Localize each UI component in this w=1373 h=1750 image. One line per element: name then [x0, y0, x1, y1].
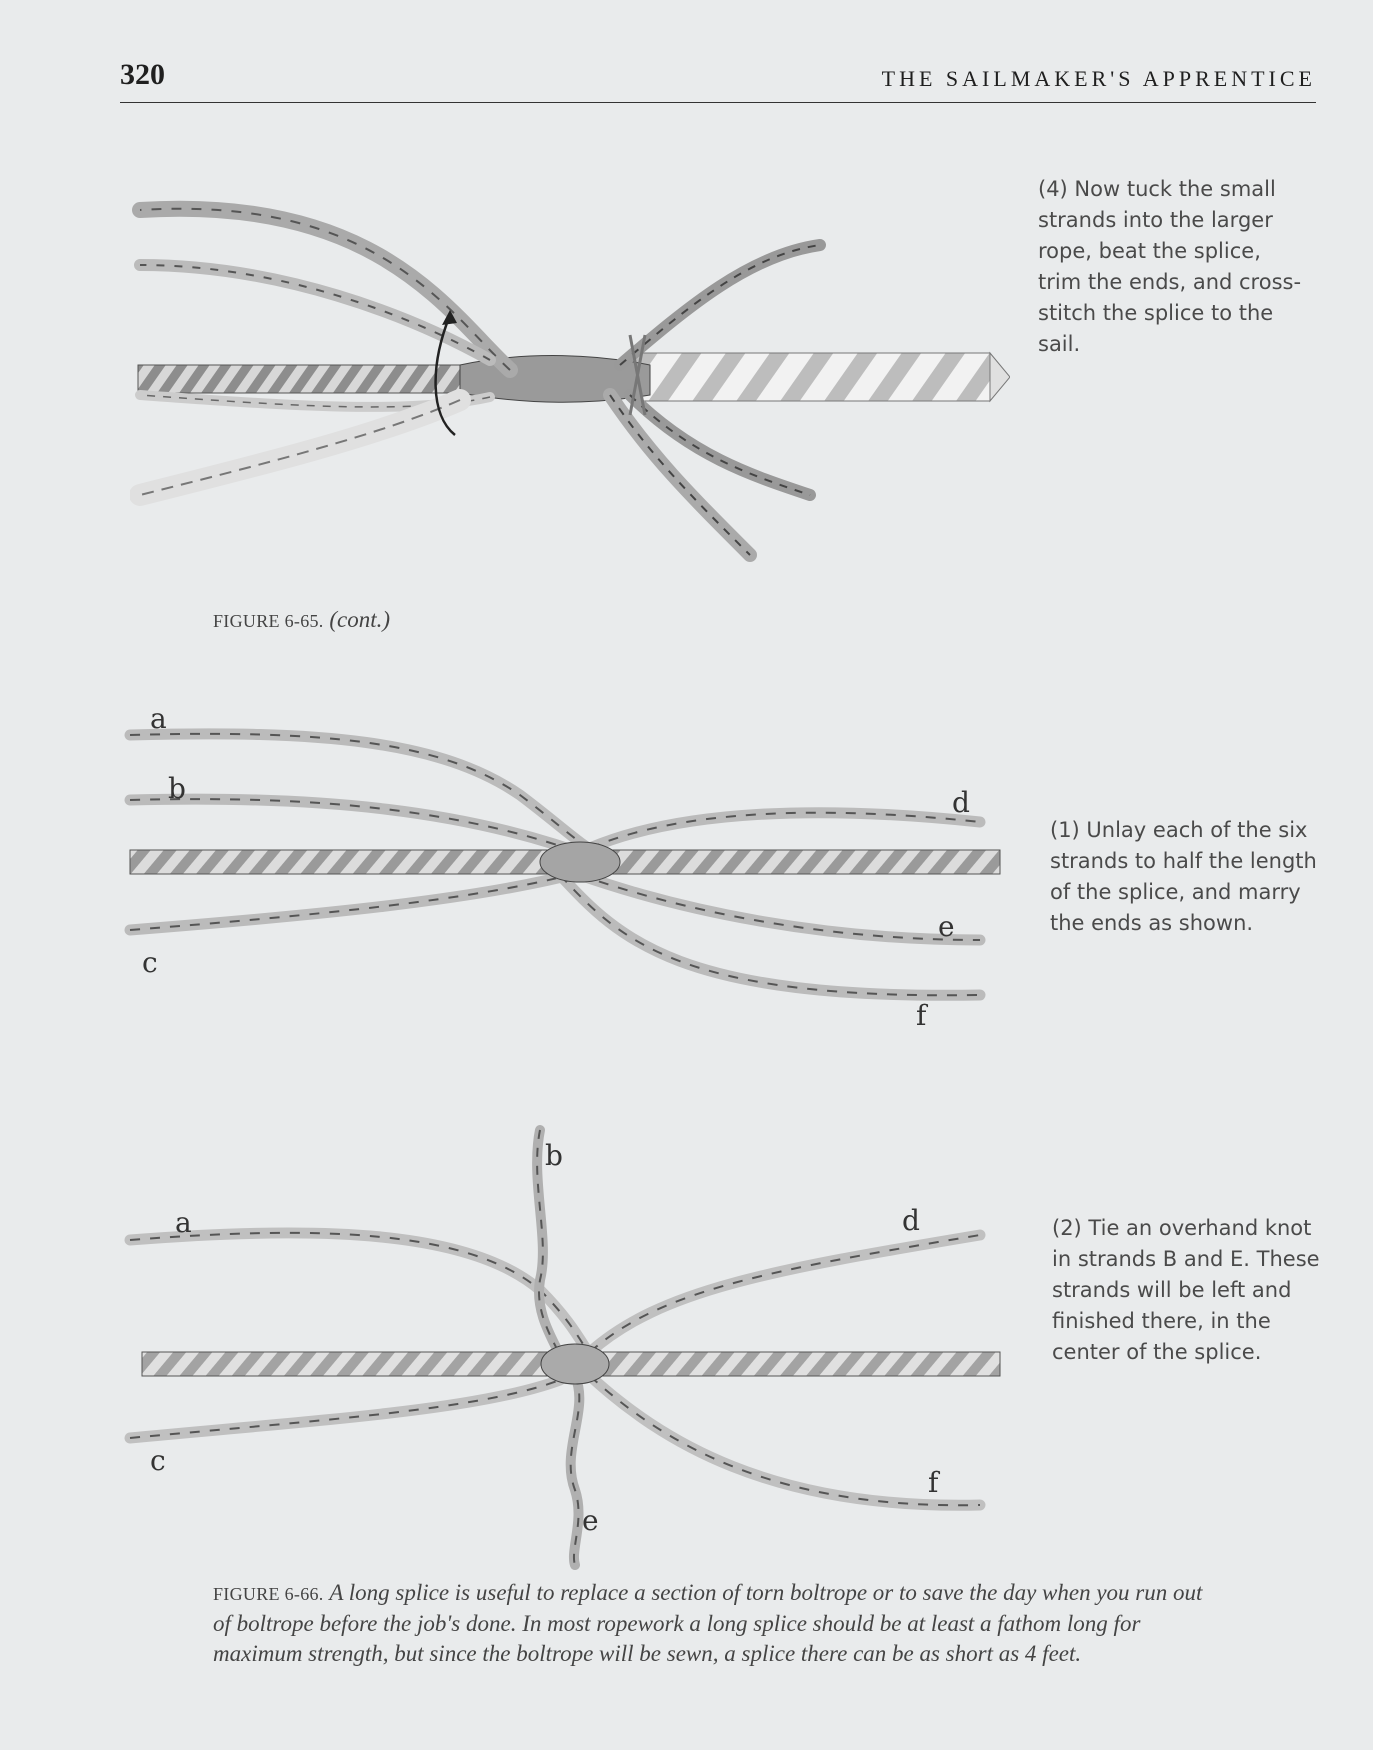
- rope-splice-illustration-step-1: [120, 700, 1010, 1030]
- figure-6-66-caption-text: A long splice is useful to replace a section of torn boltrope or to save the day when you run out of boltrope before the job's done. In most ropework a long splice should be at least a fathom long for maximum strength, but since the boltrope will be sewn, a splice there can be as short as 4 feet.: [213, 1580, 1203, 1666]
- figure-6-65-label: FIGURE 6-65.: [213, 611, 324, 631]
- running-head: THE SAILMAKER'S APPRENTICE: [881, 66, 1316, 91]
- step-4-text: (4) Now tuck the small strands into the larger rope, beat the splice, trim the ends, and cross-stitch the splice to the sail.: [1038, 177, 1302, 356]
- label-d: d: [902, 1204, 920, 1237]
- label-d: d: [952, 786, 970, 819]
- figure-6-65-caption: [213, 605, 390, 636]
- label-e: e: [938, 910, 955, 943]
- step-1-text: (1) Unlay each of the six strands to half the length of the splice, and marry the ends as shown.: [1050, 818, 1317, 935]
- figure-6-65-caption-text: (cont.): [329, 607, 391, 632]
- label-a: a: [150, 702, 167, 735]
- rope-splice-illustration-step-2: [120, 1120, 1010, 1570]
- step-2-text: (2) Tie an overhand knot in strands B and E. These strands will be left and finished there, in the center of the splice.: [1052, 1216, 1320, 1364]
- figure-6-66-label: FIGURE 6-66.: [213, 1584, 324, 1604]
- label-b: b: [545, 1139, 563, 1172]
- label-b: b: [168, 772, 186, 805]
- label-e: e: [582, 1504, 599, 1537]
- label-c: c: [150, 1444, 166, 1477]
- figure-6-66-caption: [213, 1578, 1223, 1669]
- page-number: 320: [120, 58, 165, 91]
- label-c: c: [142, 946, 158, 979]
- header-rule: [120, 102, 1316, 103]
- rope-splice-illustration-step-4: [130, 165, 1010, 585]
- label-a: a: [175, 1206, 192, 1239]
- label-f: f: [916, 999, 927, 1030]
- label-f: f: [928, 1466, 939, 1499]
